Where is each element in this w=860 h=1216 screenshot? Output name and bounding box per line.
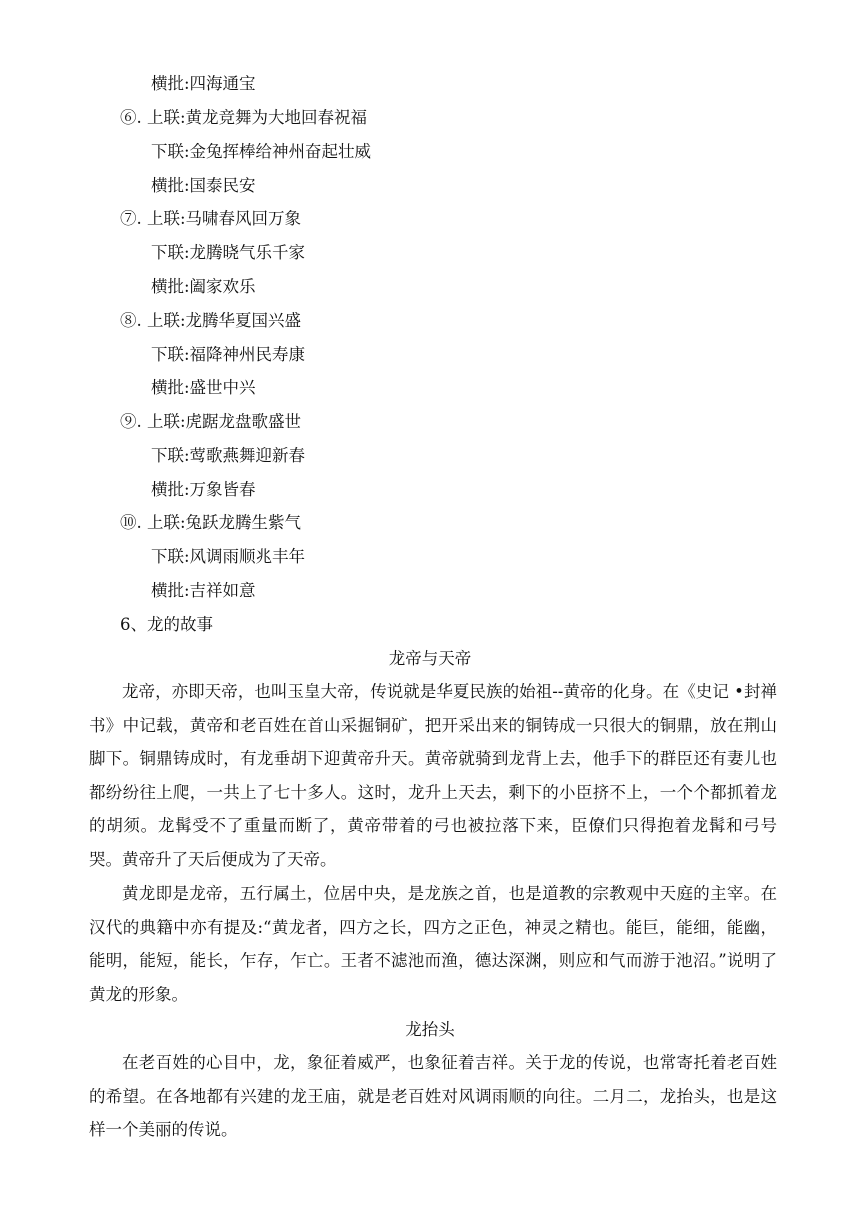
story-title-longdi: 龙帝与天帝	[388, 649, 472, 668]
couplet-9-hengpi: 横批:万象皆春	[151, 480, 256, 499]
couplet-9-shanglian: ⑨. 上联:虎踞龙盘歌盛世	[120, 412, 302, 431]
couplet-8-xialian: 下联:福降神州民寿康	[151, 345, 306, 364]
story-longtaitou-paragraph-1	[89, 1046, 777, 1147]
couplet-10-xialian: 下联:风调雨顺兆丰年	[151, 547, 306, 566]
story-longdi-paragraph-1	[89, 675, 777, 877]
section-heading: 6、龙的故事	[120, 615, 213, 634]
couplet-10-shanglian: ⑩. 上联:兔跃龙腾生紫气	[120, 513, 302, 532]
couplet-6-shanglian: ⑥. 上联:黄龙竞舞为大地回春祝福	[120, 108, 368, 127]
paragraph-text: 龙帝，亦即天帝，也叫玉皇大帝，传说就是华夏民族的始祖--黄帝的化身。在《史记 •封禅书》中记载，黄帝和老百姓在首山采掘铜矿，把开采出来的铜铸成一只很大的铜鼎，放在荆山脚下。铜鼎铸成时，有龙垂胡下迎黄帝升天。黄帝就骑到龙背上去，他手下的群臣还有妻儿也都纷纷往上爬，一共上了七十多人。这时，龙升上天去，剩下的小臣挤不上，一个个都抓着龙的胡须。龙髯受不了重量而断了，黄帝带着的弓也被拉落下来，臣僚们只得抱着龙髯和弓号哭。黄帝升了天后便成为了天帝。	[89, 682, 777, 869]
couplet-6-xialian: 下联:金兔挥棒给神州奋起壮威	[151, 142, 372, 161]
paragraph-text: 在老百姓的心目中，龙，象征着威严，也象征着吉祥。关于龙的传说，也常寄托着老百姓的希望。在各地都有兴建的龙王庙，就是老百姓对风调雨顺的向往。二月二，龙抬头，也是这样一个美丽的传说。	[89, 1053, 777, 1140]
couplet-8-shanglian: ⑧. 上联:龙腾华夏国兴盛	[120, 311, 302, 330]
couplet-8-hengpi: 横批:盛世中兴	[151, 378, 256, 397]
couplet-6-hengpi: 横批:国泰民安	[151, 176, 256, 195]
couplet-5-hengpi: 横批:四海通宝	[151, 74, 256, 93]
couplet-7-hengpi: 横批:阖家欢乐	[151, 277, 256, 296]
story-title-longtaitou: 龙抬头	[405, 1020, 455, 1039]
couplet-10-hengpi: 横批:吉祥如意	[151, 581, 256, 600]
couplet-9-xialian: 下联:莺歌燕舞迎新春	[151, 446, 306, 465]
couplet-7-shanglian: ⑦. 上联:马啸春风回万象	[120, 209, 302, 228]
couplet-7-xialian: 下联:龙腾晓气乐千家	[151, 243, 306, 262]
paragraph-text: 黄龙即是龙帝，五行属土，位居中央，是龙族之首，也是道教的宗教观中天庭的主宰。在汉代的典籍中亦有提及:“黄龙者，四方之长，四方之正色，神灵之精也。能巨，能细，能幽，能明，能短，能长，乍存，乍亡。王者不滤池而渔，德达深渊，则应和气而游于池沼。”说明了黄龙的形象。	[89, 884, 777, 1004]
story-longdi-paragraph-2	[89, 877, 777, 1011]
